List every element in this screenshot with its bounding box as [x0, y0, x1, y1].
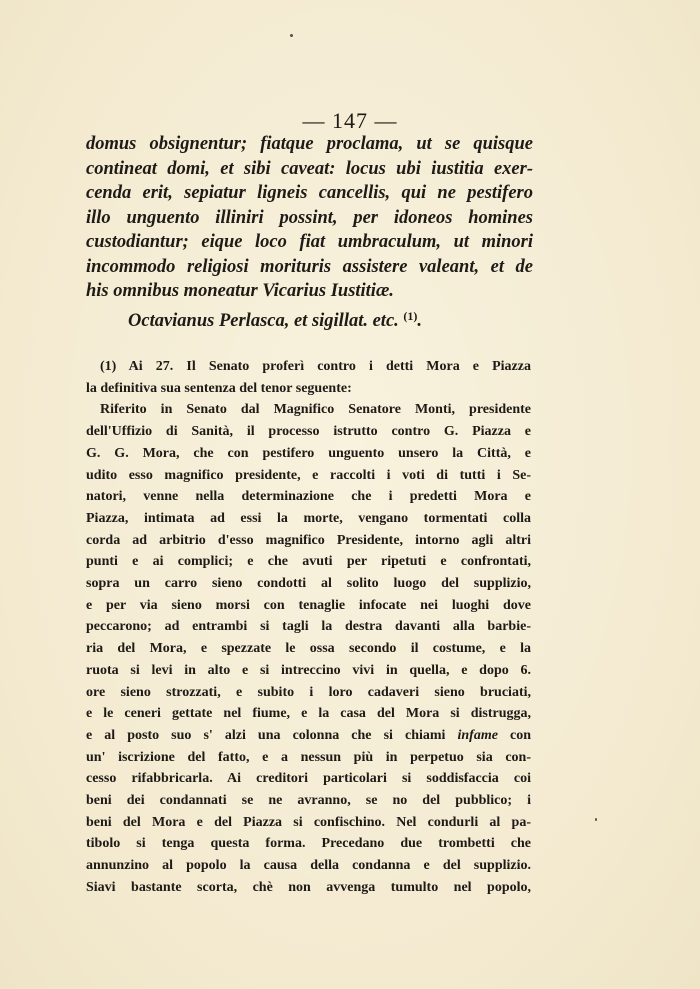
footnote-line: la definitiva sua sentenza del tenor seguente: [86, 380, 352, 396]
footnote-line: Siavi bastante scorta, chè non avvenga tumulto nel popolo, [86, 879, 531, 895]
footnote-line: Piazza, intimata ad essi la morte, vengano tormentati colla [86, 510, 531, 526]
footnote-line: corda ad arbitrio d'esso magnifico Presidente, intorno agli altri [86, 532, 531, 548]
decree-line: custodiantur; eique loco fiat umbraculum, ut minori [86, 232, 533, 252]
footnote-reference[interactable]: (1) [403, 308, 418, 323]
footnote-line: Riferito in Senato dal Magnifico Senatore Monti, presidente [100, 402, 531, 418]
footnote [86, 356, 531, 899]
footnote-text: e al posto suo s' alzi una colonna che si chiami [86, 727, 458, 743]
footnote-line: cesso rifabbricarla. Ai creditori particolari si soddisfaccia coi [86, 771, 531, 787]
footnote-line: tibolo si tenga questa forma. Precedano due trombetti che [86, 836, 531, 852]
footnote-line: beni dei condannati se ne avranno, se no del pubblico; i [86, 793, 531, 809]
infame-word: infame [457, 727, 498, 743]
footnote-text: con [497, 727, 531, 743]
footnote-line: ria del Mora, e spezzate le ossa secondo il costume, e la [86, 641, 531, 657]
decree-line: illo unguento illiniri possint, per idoneos homines [86, 207, 533, 228]
signature-line [86, 304, 533, 334]
footnote-line-infame [86, 725, 531, 747]
decree-line: cenda erit, sepiatur ligneis cancellis, qui ne pestifero [86, 183, 533, 203]
footnote-line: annunzino al popolo la causa della condanna e del supplizio. [86, 858, 531, 874]
paper-speck [290, 34, 293, 37]
footnote-line: dell'Uffizio di Sanità, il processo istrutto contro G. Piazza e [86, 424, 531, 440]
footnote-line: ruota si levi in alto e si intreccino vivi in quella, e dopo 6. [86, 662, 531, 678]
decree-line: domus obsignentur; fiatque proclama, ut se quisque [86, 134, 533, 154]
decree-line: his omnibus moneatur Vicarius Iustitiæ. [86, 281, 394, 301]
footnote-line: udito esso magnifico presidente, e raccolti i voti di tutti i Se- [86, 467, 531, 483]
footnote-line: un' iscrizione del fatto, e a nessun più in perpetuo sia con- [86, 749, 531, 765]
latin-decree-text [86, 132, 533, 333]
footnote-line: beni del Mora e del Piazza si confischino. Nel condurli al pa- [86, 814, 531, 830]
paper-speck [595, 818, 597, 821]
footnote-line: e per via sieno morsi con tenaglie infocate nei luoghi dove [86, 597, 531, 613]
signature-end: . [417, 310, 423, 331]
footnote-line: punti e ai complici; e che avuti per ripetuti e confrontati, [86, 554, 531, 570]
footnote-line: e le ceneri gettate nel fiume, e la casa del Mora si distrugga, [86, 706, 531, 722]
footnote-line: natori, venne nella determinazione che i predetti Mora e [86, 489, 531, 505]
page-number: — 147 — [302, 108, 398, 133]
footnote-line: G. G. Mora, che con pestifero unguento unsero la Città, e [86, 445, 531, 461]
footnote-line: (1) Ai 27. Il Senato proferì contro i detti Mora e Piazza [100, 359, 531, 374]
footnote-line: ore sieno strozzati, e subito i loro cadaveri sieno bruciati, [86, 684, 531, 700]
signature-text: Octavianus Perlasca, et sigillat. etc. [128, 310, 399, 331]
footnote-line: sopra un carro sieno condotti al solito luogo del supplizio, [86, 576, 531, 592]
footnote-line: peccarono; ad entrambi si tagli la destra davanti alla barbie- [86, 619, 531, 635]
decree-line: contineat domi, et sibi caveat: locus ubi iustitia exer- [86, 158, 533, 179]
decree-line: incommodo religiosi morituris assistere valeant, et de [86, 256, 533, 277]
